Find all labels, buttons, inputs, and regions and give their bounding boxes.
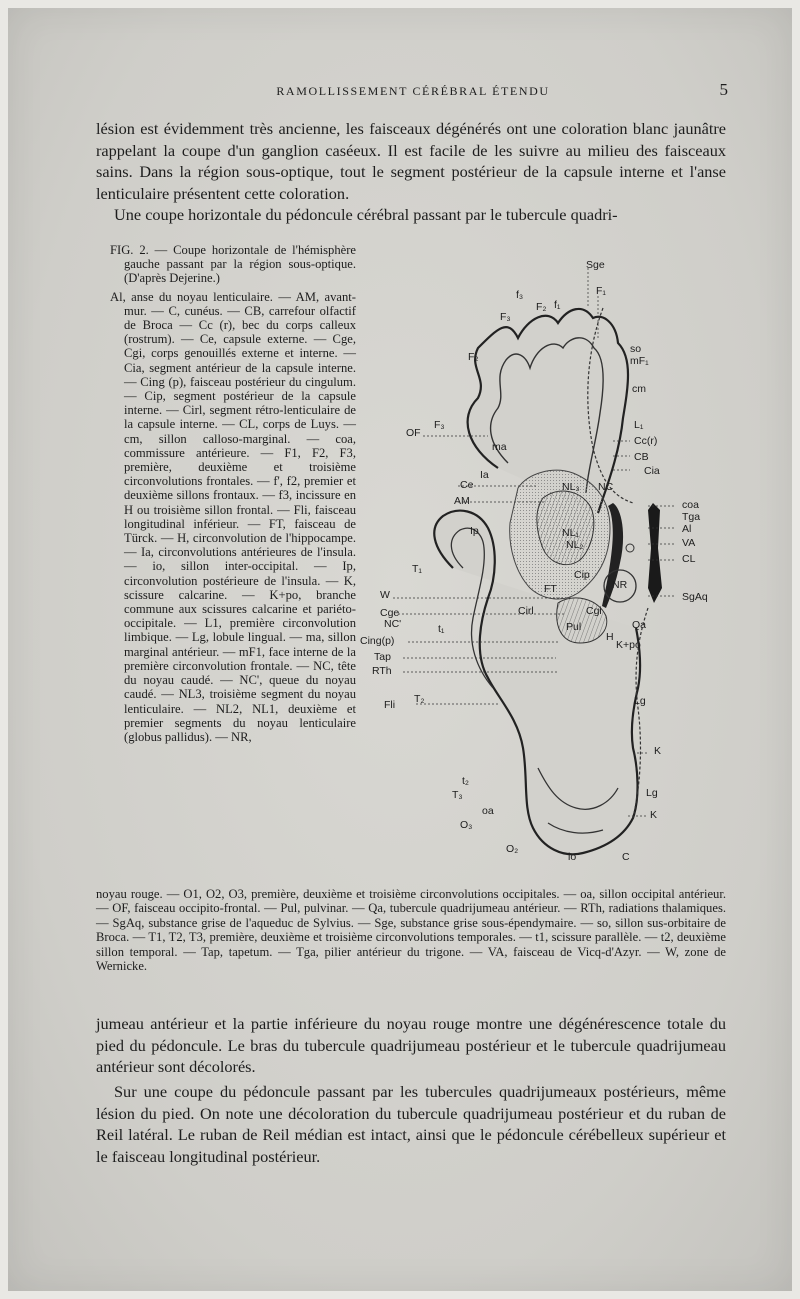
- figure-label-CL: CL: [682, 553, 696, 565]
- figure-legend-column: [110, 243, 356, 748]
- page-number: 5: [719, 80, 728, 99]
- figure-label-NL3: NL₃: [562, 481, 580, 493]
- figure-label-Sge: Sge: [586, 259, 605, 271]
- figure-label-NL1: NL₁: [562, 527, 579, 539]
- figure-label-Lg2: Lg: [646, 787, 658, 799]
- figure-label-F3top: F₃: [500, 311, 511, 323]
- figure-label-W: W: [380, 589, 390, 601]
- figure-label-Ip: Ip: [470, 525, 479, 537]
- running-title: RAMOLLISSEMENT CÉRÉBRAL ÉTENDU: [276, 84, 550, 98]
- document-page: [8, 8, 792, 1291]
- figure-label-F3: F₃: [434, 419, 445, 431]
- figure-label-NC: NC: [598, 481, 614, 493]
- figure-label-Qa: Qa: [632, 619, 647, 631]
- figure-label-Cge: Cge: [380, 607, 400, 619]
- figure-label-t2: t₂: [462, 775, 469, 787]
- figure-label-oa: oa: [482, 805, 494, 817]
- figure-label-F2side: F₂: [468, 351, 479, 363]
- figure-label-SgAq: SgAq: [682, 591, 708, 603]
- figure-label-T2: T₂: [414, 693, 425, 705]
- running-head: [98, 80, 728, 100]
- figure-label-L1: L₁: [634, 419, 644, 431]
- body-paragraph-1b-text: Une coupe horizontale du pédoncule cérébral passant par le tubercule quadri-: [114, 205, 618, 225]
- body-paragraph-2: jumeau antérieur et la partie inférieure du noyau rouge montre une dégénérescence totale du pied du pédoncule. Le bras du tubercule quadrijumeau postérieur et le tubercule quadrijumeau antérieur sont décolorés.: [96, 1014, 726, 1077]
- figure-label-Al: Al: [682, 523, 692, 535]
- figure-label-so: so: [630, 343, 642, 355]
- figure-label-Lg1: Lg: [634, 695, 646, 707]
- brain-section-drawing: [348, 248, 728, 878]
- figure-label-H: H: [606, 631, 614, 643]
- figure-label-O3: O₃: [460, 819, 473, 831]
- figure-label-NR: NR: [612, 579, 628, 591]
- brain-section-figure: [348, 248, 728, 878]
- figure-label-io: io: [568, 851, 577, 863]
- figure-label-Ccr: Cc(r): [634, 435, 658, 447]
- figure-label-K2: K: [650, 809, 658, 821]
- figure-legend-bottom: noyau rouge. — O1, O2, O3, première, deuxième et troisième circonvolutions occipitales. — oa, sillon occipital antérieur. — OF, faisceau occipito-frontal. — Pul, pulvinar. — Qa, tubercule quadrijumeau antérieur. — RTh, radiations thalamiques. — SgAq, substance grise de l'aqueduc de Sylvius. — Sge, substance grise sous-épendymaire. — so, sillon sus-orbitaire de Broca. — T1, T2, T3, première, deuxième et troisième circonvolutions temporales. — t1, scissure parallèle. — t2, deuxième sillon temporal. — Tap, tapetum. — Tga, pilier antérieur du trigone. — VA, faisceau de Vicq-d'Azyr. — W, zone de Wernicke.: [96, 887, 726, 974]
- figure-label-f3: f₃: [516, 289, 524, 301]
- figure-label-K1: K: [654, 745, 662, 757]
- figure-label-NL2: NL₂: [566, 539, 584, 551]
- figure-label-Pul: Pul: [566, 621, 582, 633]
- figure-label-Cingp: Cing(p): [360, 635, 395, 647]
- figure-label-T1: T₁: [412, 563, 422, 575]
- figure-label-Tga: Tga: [682, 511, 701, 523]
- figure-label-T3: T₃: [452, 789, 463, 801]
- figure-label-Cia: Cia: [644, 465, 660, 477]
- figure-label-Cip: Cip: [574, 569, 590, 581]
- figure-label-Tap: Tap: [374, 651, 391, 663]
- figure-label-Cirl: Cirl: [518, 605, 534, 617]
- figure-label-Ce: Ce: [460, 479, 474, 491]
- figure-label-RTh: RTh: [372, 665, 392, 677]
- figure-label-AM: AM: [454, 495, 470, 507]
- figure-label-CB: CB: [634, 451, 649, 463]
- figure-legend-side: Al, anse du noyau lenticulaire. — AM, avant-mur. — C, cunéus. — CB, carrefour olfactif de Broca — Cc (r), bec du corps calleux (rostrum). — Ce, capsule externe. — Cge, Cgi, corps genouillés externe et interne. — Cia, segment antérieur de la capsule interne. — Cing (p), faisceau postérieur du cingulum. — Cip, segment postérieur de la capsule interne. — Cirl, segment rétro-lenticulaire de la capsule interne. — CL, corps de Luys. — cm, sillon calloso-marginal. — coa, commissure antérieure. — F1, F2, F3, première, deuxième et troisième circonvolutions frontales. — f', f2, premier et deuxième sillons frontaux. — f3, incissure en H ou troisième sillon frontal. — Fli, faisceau longitudinal inférieur. — FT, faisceau de Türck. — H, circonvolution de l'hippocampe. — Ia, circonvolutions antérieures de l'insula. — io, sillon inter-occipital. — Ip, circonvolution postérieure de l'insula. — K, scissure calcarine. — K+po, branche commune aux scissures calcarine et pariéto-occipitale. — L1, première circonvolution limbique. — Lg, lobule lingual. — ma, sillon marginal antérieur. — mF1, face interne de la première circonvolution frontale. — NC, tête du noyau caudé. — NC', queue du noyau caudé. — NL3, troisième segment du noyau lenticulaire. — NL2, NL1, deuxième et premier segments du noyau lenticulaire (globus pallidus). — NR,: [110, 289, 356, 744]
- body-paragraph-1-text: lésion est évidemment très ancienne, les faisceaux dégénérés ont une coloration blanc jaunâtre rappelant la coupe d'un ganglion caséeux. Il est facile de les suivre au milieu des faisceaux sains. Dans la région sous-optique, tout le segment postérieur de la capsule interne et l'anse lenticulaire présentent cette coloration.: [96, 119, 726, 203]
- figure-label-OF: OF: [406, 427, 421, 439]
- figure-label-mF1: mF₁: [630, 355, 649, 367]
- figure-label-FT: FT: [544, 583, 557, 595]
- figure-label-t1: t₁: [438, 623, 445, 635]
- figure-caption: FIG. 2. — Coupe horizontale de l'hémisphère gauche passant par la région sous-optique. (D'après Dejerine.): [110, 243, 356, 286]
- figure-label-Ia: Ia: [480, 469, 489, 481]
- figure-label-C: C: [622, 851, 630, 863]
- figure-label-VA: VA: [682, 537, 696, 549]
- figure-label-O2: O₂: [506, 843, 519, 855]
- body-paragraph-3: Sur une coupe du pédoncule passant par les tubercules quadrijumeaux postérieurs, même lésion du pied. On note une décoloration du tubercule quadrijumeau postérieur et du ruban de Reil latéral. Le ruban de Reil médian est intact, ainsi que le pédoncule cérébelleux supérieur et le faisceau longitudinal postérieur.: [96, 1082, 726, 1166]
- figure-label-cm: cm: [632, 383, 646, 395]
- figure-label-F1: F₁: [596, 285, 606, 297]
- figure-label-NCp: NC': [384, 618, 402, 630]
- figure-label-ma: ma: [492, 441, 507, 453]
- figure-label-Fli: Fli: [384, 699, 396, 711]
- figure-label-f1: f₁: [554, 299, 561, 311]
- figure-label-Kpo: K+po: [616, 639, 641, 651]
- body-paragraph-1: [96, 118, 726, 226]
- figure-label-F2top: F₂: [536, 301, 547, 313]
- figure-label-coa: coa: [682, 499, 699, 511]
- figure-label-Cgi: Cgi: [586, 605, 602, 617]
